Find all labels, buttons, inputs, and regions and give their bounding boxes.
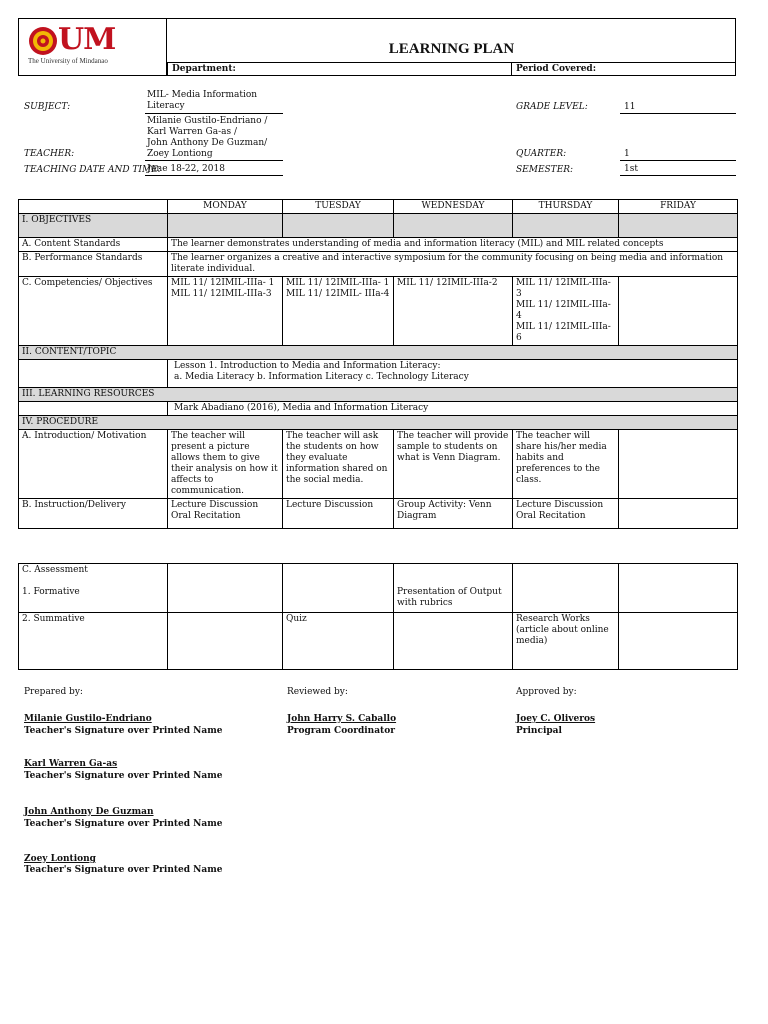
subject-value-2: Literacy [147,101,185,111]
intro-monday: The teacher will present a picture allows them to give their analysis on how it affects to communication. [168,430,283,499]
preparer-role: Teacher's Signature over Printed Name [24,865,223,875]
approver-role: Principal [516,726,562,736]
underline [620,113,736,114]
preparer-name: Milanie Gustilo-Endriano [24,714,152,724]
quarter-value: 1 [624,149,630,159]
instruction-tuesday: Lecture Discussion [283,499,394,529]
table-row [19,430,738,499]
day-monday: MONDAY [168,200,283,214]
underline [620,160,736,161]
summative-tuesday: Quiz [283,613,394,670]
competency-tuesday: MIL 11/ 12IMIL-IIIa- 1 MIL 11/ 12IMIL- IIIa-4 [283,277,394,346]
competency-thursday: MIL 11/ 12IMIL-IIIa-3 MIL 11/ 12IMIL-IIIa-4 MIL 11/ 12IMIL-IIIa-6 [513,277,619,346]
instruction-friday [619,499,738,529]
day-thursday: THURSDAY [513,200,619,214]
intro-friday [619,430,738,499]
underline [145,113,283,114]
reviewed-by-label: Reviewed by: [287,687,348,697]
department-row [167,62,736,76]
subject-value: MIL- Media Information [147,90,258,100]
underline [620,175,736,176]
logo-subtitle: The University of Mindanao [28,57,108,65]
preparer-name: Karl Warren Ga-as [24,759,118,769]
table-row [19,613,738,670]
instruction-thursday: Lecture Discussion Oral Recitation [513,499,619,529]
preparer-role: Teacher's Signature over Printed Name [24,819,223,829]
preparer-role: Teacher's Signature over Printed Name [24,771,223,781]
formative-wednesday: Presentation of Output with rubrics [394,564,513,613]
learning-plan-table [18,199,738,529]
table-row [19,499,738,529]
table-row [19,564,738,613]
competency-monday: MIL 11/ 12IMIL-IIIa- 1 MIL 11/ 12IMIL-IIIa-3 [168,277,283,346]
page-title: LEARNING PLAN [388,41,515,57]
preparer-role: Teacher's Signature over Printed Name [24,726,223,736]
university-seal-icon [28,26,58,56]
performance-standards: The learner organizes a creative and interactive symposium for the community focusing on being media and information literate individual. [168,252,738,277]
table-row [19,238,738,252]
day-wednesday: WEDNESDAY [394,200,513,214]
reviewer-role: Program Coordinator [287,726,395,736]
teacher-label: TEACHER: [24,149,75,159]
section-row-objectives [19,214,738,238]
approver-name: Joey C. Oliveros [516,714,596,724]
period-label: Period Covered: [516,64,597,74]
table-row [19,277,738,346]
content-standards: The learner demonstrates understanding of media and information literacy (MIL) and MIL related concepts [168,238,738,252]
quarter-label: QUARTER: [516,149,567,159]
assessment-table [18,563,738,670]
teacher-name: Karl Warren Ga-as / [147,127,238,137]
empty-cell [19,200,168,214]
approved-by-label: Approved by: [516,687,577,697]
preparer-name: Zoey Lontiong [24,854,96,864]
day-header-row [19,200,738,214]
row-label: 2. Summative [19,613,168,670]
semester-value: 1st [624,164,638,174]
intro-thursday: The teacher will share his/her media habits and preferences to the class. [513,430,619,499]
preparer-name: John Anthony De Guzman [24,807,154,817]
department-label: Department: [172,64,236,74]
instruction-wednesday: Group Activity: Venn Diagram [394,499,513,529]
day-tuesday: TUESDAY [283,200,394,214]
intro-wednesday: The teacher will provide sample to students on what is Venn Diagram. [394,430,513,499]
section-heading: III. LEARNING RESOURCES [19,388,738,402]
underline [145,160,283,161]
reviewer-name: John Harry S. Caballo [287,714,397,724]
resource-text: Mark Abadiano (2016), Media and Information Literacy [168,402,738,416]
content-topic: Lesson 1. Introduction to Media and Information Literacy: a. Media Literacy b. Information Literacy c. Technology Literacy [168,360,738,388]
competency-friday [619,277,738,346]
section-row-content [19,346,738,360]
section-heading: IV. PROCEDURE [19,416,738,430]
semester-label: SEMESTER: [516,165,574,175]
grade-value: 11 [624,102,636,112]
table-row [19,360,738,388]
date-value: June 18-22, 2018 [147,164,225,174]
subject-label: SUBJECT: [24,102,71,112]
instruction-monday: Lecture Discussion Oral Recitation [168,499,283,529]
teacher-name: John Anthony De Guzman/ [147,138,268,148]
underline [145,175,283,176]
row-label: B. Performance Standards [19,252,168,277]
intro-tuesday: The teacher will ask the students on how they evaluate information shared on the social media. [283,430,394,499]
divider [511,62,512,76]
prepared-by-label: Prepared by: [24,687,83,697]
summative-thursday: Research Works (article about online media) [513,613,619,670]
grade-label: GRADE LEVEL: [516,102,588,112]
row-label: C. Competencies/ Objectives [19,277,168,346]
section-row-resources [19,388,738,402]
section-heading: II. CONTENT/TOPIC [19,346,738,360]
teacher-name: Milanie Gustilo-Endriano / [147,116,268,126]
table-row [19,402,738,416]
teacher-name: Zoey Lontiong [147,149,213,159]
row-label: A. Introduction/ Motivation [19,430,168,499]
row-label: A. Content Standards [19,238,168,252]
table-row [19,252,738,277]
assessment-label: C. Assessment 1. Formative [19,564,168,613]
competency-wednesday: MIL 11/ 12IMIL-IIIa-2 [394,277,513,346]
section-heading: I. OBJECTIVES [19,214,168,238]
day-friday: FRIDAY [619,200,738,214]
date-label: TEACHING DATE AND TIME: [24,165,161,175]
row-label: B. Instruction/Delivery [19,499,168,529]
section-row-procedure [19,416,738,430]
logo-text: UM [58,22,116,57]
